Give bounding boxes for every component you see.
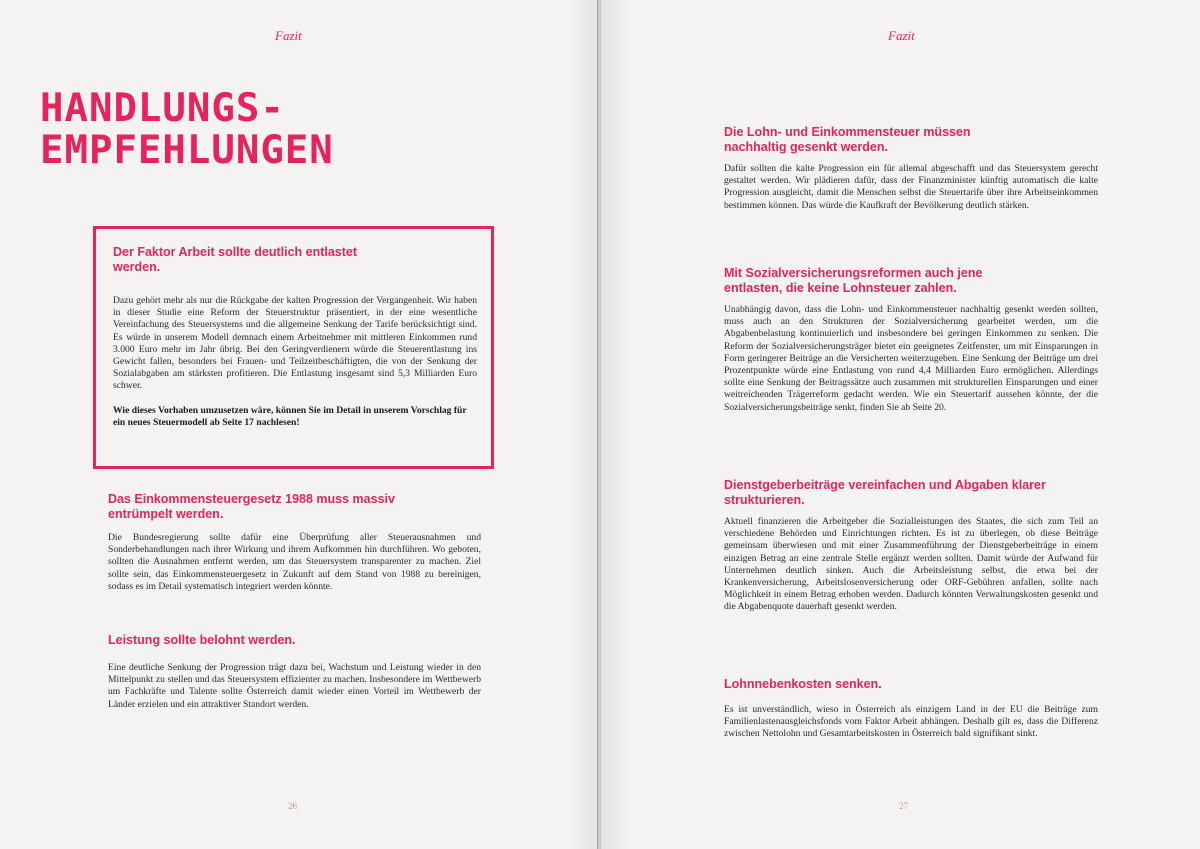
section-body: Unabhängig davon, dass die Lohn- und Einkommensteuer nachhaltig gesenkt werden sollten, muss auch an den Strukturen der Sozialversicherung gearbeitet werden, um die Abgabenbelastung kontinuierlich und insbesondere bei geringen Einkommen zu senken. Die Reform der Sozialversicherungsträger bietet ein geeignetes Zeitfenster, um mit Einsparungen in Form geringerer Beiträge an die Versicherten weiterzugeben. Eine Senkung der Beiträge um drei Prozentpunkte würde eine Entlastung von rund 4,4 Milliarden Euro ermöglichen. Allerdings sollte eine Senkung der Beitragssätze auch zusammen mit strukturellen Einsparungen und einer weitreichenden Trägerreform gedacht werden. Wie ein Steuertarif aussehen könnte, der die Sozialversicherungsbeiträge senkt, finden Sie ab Seite 20. <box>724 304 1098 413</box>
page-number: 27 <box>899 801 908 811</box>
section-heading: Lohnnebenkosten senken. <box>724 677 882 691</box>
section-lohnsteuer <box>724 125 1098 212</box>
left-page <box>0 0 597 849</box>
section-body: Eine deutliche Senkung der Progression trägt dazu bei, Wachstum und Leistung wieder in den Mittelpunkt zu stellen und das Steuersystem effizienter zu machen. Insbesondere im Wettbewerb um Fachkräfte und Talente sollte Österreich damit wieder einen Vorteil im Wettbewerb der Länder erzielen und ein attraktiver Standort werden. <box>108 662 481 710</box>
title-line-1: HANDLUNGS- <box>40 86 285 131</box>
box-body: Dazu gehört mehr als nur die Rückgabe der kalten Progression der Vergangenheit. Wir haben in dieser Studie eine Reform der Steuerstruktur präsentiert, in der eine wesentliche Vereinfachung des Steuersystems und die allgemeine Senkung der Tarife berücksichtigt sind. Es würde in unserem Modell demnach einem Arbeitnehmer mit mittleren Einkommen rund 3.000 Euro mehr im Jahr übrig. Bei den Geringverdienern würde die Steuerentlastung ins Gewicht fallen, besonders bei Frauen- und Teilzeitbeschäftigten, die von der Senkung der Sozialabgaben am stärksten profitieren. Die Entlastung insgesamt sind 5,3 Milliarden Euro schwer. <box>113 295 477 392</box>
running-head: Fazit <box>275 28 302 43</box>
right-page <box>601 0 1200 849</box>
section-body: Die Bundesregierung sollte dafür eine Überprüfung aller Steuerausnahmen und Sonderbehandlungen nach ihrer Wirkung und ihrem Aufkommen hin durchführen. Wo geboten, sollten die Ausnahmen entfernt werden, um das Steuersystem transparenter zu machen. Ziel sollte sein, das Einkommensteuergesetz in Zukunft auf dem Stand von 1988 zu bereinigen, sodass es im Detail systematisch integriert werden könnte. <box>108 532 481 592</box>
box-heading: Der Faktor Arbeit sollte deutlich entlastet werden. <box>113 245 358 274</box>
section-body: Aktuell finanzieren die Arbeitgeber die Sozialleistungen des Staates, die sich zum Teil an verschiedene Behörden und Einrichtungen richten. Es ist zu überlegen, ob diese Beiträge gemeinsam überwiesen und mit einer Zusammenführung der Dienstgeberbeiträge in einem einzigen Betrag an eine zentrale Stelle ergänzt werden sollten. Damit würde der Aufwand für Unternehmen deutlich sinken. Auch die Arbeitsleistung selbst, die etwa bei der Krankenversicherung, Arbeitslosenversicherung oder ORF-Gebühren anfallen, sollte nach Möglichkeit in einem Betrag erhoben werden. Dadurch könnten Verwaltungskosten gesenkt und die Abgabenquote dauerhaft gesenkt werden. <box>724 516 1098 613</box>
section-heading: Die Lohn- und Einkommensteuer müssen nachhaltig gesenkt werden. <box>724 125 971 154</box>
section-heading: Leistung sollte belohnt werden. <box>108 633 296 647</box>
section-body: Dafür sollten die kalte Progression ein für allemal abgeschafft und das Steuersystem gerecht gestaltet werden. Wir plädieren dafür, dass der Finanzminister künftig automatisch die kalte Progression ausgleicht, damit die Menschen selbst die Steuertarife über ihre Arbeitseinkommen bestimmen können. Das würde die Kaufkraft der Bevölkerung deutlich stärken. <box>724 163 1098 211</box>
section-heading: Das Einkommensteuergesetz 1988 muss massiv entrümpelt werden. <box>108 492 395 521</box>
section-einkommensteuergesetz <box>108 492 481 593</box>
running-head: Fazit <box>888 28 915 43</box>
title-line-2: EMPFEHLUNGEN <box>40 128 334 173</box>
section-heading: Mit Sozialversicherungsreformen auch jene entlasten, die keine Lohnsteuer zahlen. <box>724 266 983 295</box>
section-body: Es ist unverständlich, wieso in Österreich als einzigem Land in der EU die Beiträge zum Familienlastenausgleichsfonds vom Faktor Arbeit abhängen. Deshalb gilt es, dass die Differenz zwischen Nettolohn und Gesamtarbeitskosten in Österreich bald signifikant sinkt. <box>724 704 1098 740</box>
box-bold-note: Wie dieses Vorhaben umzusetzen wäre, können Sie im Detail in unserem Vorschlag für ein neues Steuermodell ab Seite 17 nachlesen! <box>113 404 467 428</box>
page-number: 26 <box>288 801 297 811</box>
section-sozialversicherung <box>724 266 1098 414</box>
section-dienstgeberbeitraege <box>724 478 1098 614</box>
section-heading: Dienstgeberbeiträge vereinfachen und Abgaben klarer strukturieren. <box>724 478 1046 507</box>
page-title <box>40 88 334 172</box>
section-lohnnebenkosten <box>724 677 1098 741</box>
section-leistung <box>108 633 481 711</box>
highlight-box <box>93 226 494 469</box>
